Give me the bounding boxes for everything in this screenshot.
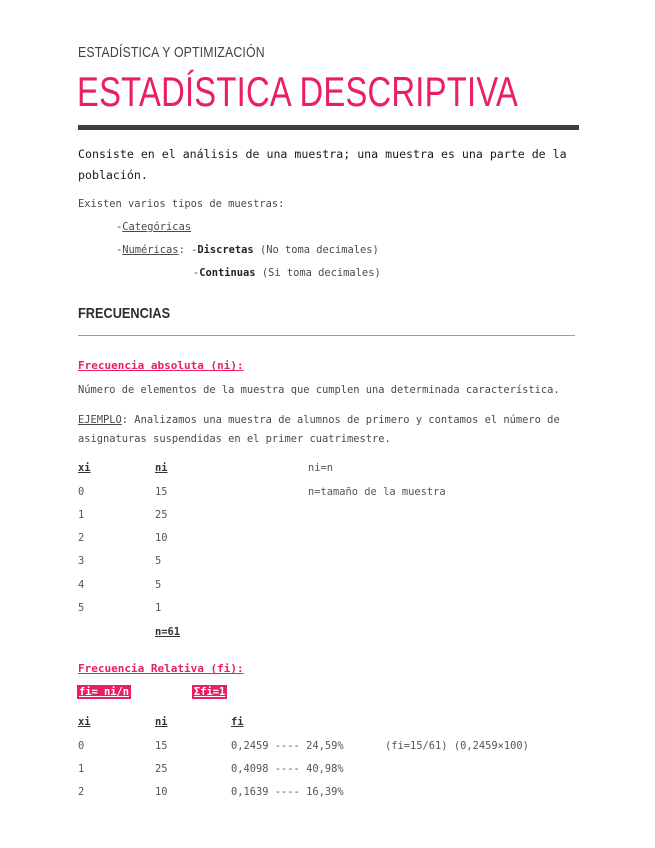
continuas-label: Continuas	[199, 267, 256, 279]
sample-type-categoricas: -Categóricas	[116, 221, 192, 233]
table-header-fi: fi	[231, 716, 244, 728]
table-cell-xi: 0	[78, 486, 85, 498]
table-cell-xi: 2	[78, 786, 85, 798]
table-cell-ni: 25	[155, 509, 168, 521]
table-cell-ni: 10	[155, 532, 168, 544]
table-cell-fi: 0,2459 ---- 24,59%	[231, 740, 344, 752]
table-cell-xi: 1	[78, 763, 85, 775]
intro-paragraph: Consiste en el análisis de una muestra; una muestra es una parte de la población.	[78, 147, 567, 182]
table-header-ni: ni	[155, 462, 168, 474]
table-cell-fi: 0,1639 ---- 16,39%	[231, 786, 344, 798]
table-cell-fi: 0,4098 ---- 40,98%	[231, 763, 344, 775]
heading-frecuencia-absoluta: Frecuencia absoluta (ni):	[78, 359, 244, 372]
note-n-sample-size: n=tamaño de la muestra	[308, 486, 446, 498]
sample-type-numericas: -Numéricas: -Discretas (No toma decimales)	[116, 244, 379, 256]
table-header-xi: xi	[78, 462, 91, 474]
heading-frecuencia-relativa: Frecuencia Relativa (fi):	[78, 662, 244, 675]
table-cell-ni: 5	[155, 579, 162, 591]
table-cell-ni: 15	[155, 740, 168, 752]
table-cell-ni: 5	[155, 555, 162, 567]
formula-fi-highlight: fi= ni/n	[79, 686, 130, 698]
section-divider	[78, 335, 575, 336]
note-ni-equals-n: ni=n	[308, 462, 334, 474]
sample-type-continuas: -Continuas (Si toma decimales)	[193, 267, 381, 279]
table-cell-ni: 1	[155, 602, 162, 614]
continuas-note: (Si toma decimales)	[261, 267, 381, 279]
table-cell-calc: (fi=15/61) (0,2459×100)	[385, 740, 529, 752]
table-cell-xi: 4	[78, 579, 85, 591]
example-paragraph	[78, 411, 583, 449]
numericas-label: Numéricas	[122, 244, 179, 256]
table-cell-xi: 2	[78, 532, 85, 544]
section-heading-frecuencias: FRECUENCIAS	[78, 305, 171, 322]
table-header-xi: xi	[78, 716, 91, 728]
document-title: ESTADÍSTICA DESCRIPTIVA	[77, 68, 519, 115]
table-cell-xi: 0	[78, 740, 85, 752]
sample-types-intro: Existen varios tipos de muestras:	[78, 198, 285, 210]
table-header-ni: ni	[155, 716, 168, 728]
discretas-label: Discretas	[197, 244, 254, 256]
table-cell-ni: 25	[155, 763, 168, 775]
title-divider	[78, 125, 579, 130]
table-cell-xi: 1	[78, 509, 85, 521]
table-cell-ni: 10	[155, 786, 168, 798]
formula-sum-highlight: Σfi=1	[194, 686, 226, 698]
discretas-note: (No toma decimales)	[259, 244, 379, 256]
document-subtitle: ESTADÍSTICA Y OPTIMIZACIÓN	[78, 44, 265, 61]
table-cell-xi: 5	[78, 602, 85, 614]
ejemplo-label: EJEMPLO	[78, 414, 122, 426]
table-cell-ni: 15	[155, 486, 168, 498]
ejemplo-text: : Analizamos una muestra de alumnos de primero y contamos el número de asignaturas suspendidas en el primer cuatrimestre.	[78, 414, 560, 445]
table-total-n: n=61	[155, 626, 181, 638]
table-cell-xi: 3	[78, 555, 85, 567]
definition-absoluta: Número de elementos de la muestra que cumplen una determinada característica.	[78, 384, 560, 396]
categoricas-label: Categóricas	[122, 221, 192, 233]
